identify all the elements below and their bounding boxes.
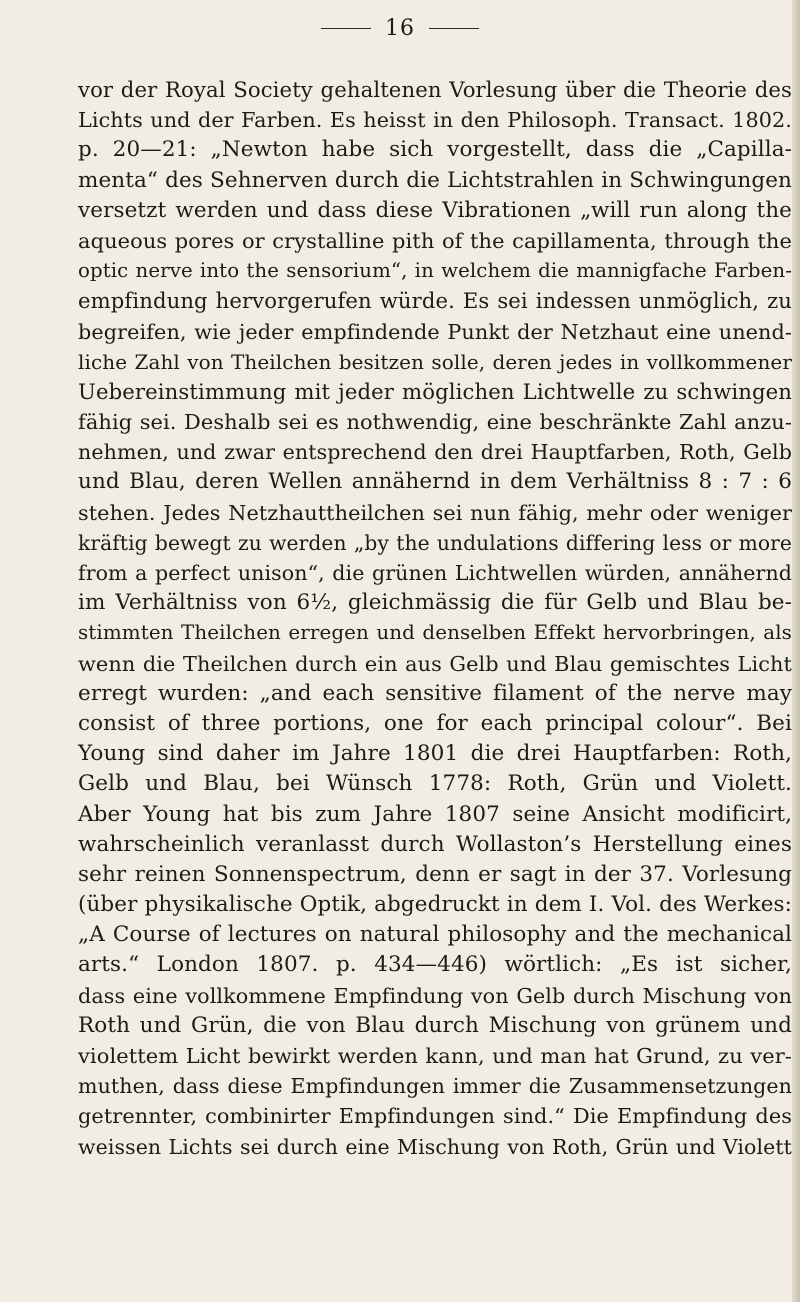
text-line: „A Course of lectures on natural philosophy and the mechanical xyxy=(78,922,792,948)
text-line: p. 20—21: „Newton habe sich vorgestellt, dass die „Capilla- xyxy=(78,137,792,163)
text-line: sehr reinen Sonnenspectrum, denn er sagt in der 37. Vorlesung xyxy=(78,861,792,887)
text-line: menta“ des Sehnerven durch die Lichtstrahlen in Schwingungen xyxy=(78,167,792,193)
text-line: violettem Licht bewirkt werden kann, und man hat Grund, zu ver- xyxy=(78,1044,792,1068)
text-line: wahrscheinlich veranlasst durch Wollaston’s Herstellung eines xyxy=(78,831,792,857)
text-line: Uebereinstimmung mit jeder möglichen Lichtwelle zu schwingen xyxy=(78,378,792,404)
header-rule-left xyxy=(321,28,371,29)
text-line: (über physikalische Optik, abgedruckt in dem I. Vol. des Werkes: xyxy=(78,892,792,918)
text-line: getrennter, combinirter Empfindungen sind.“ Die Empfindung des xyxy=(78,1104,792,1129)
text-line: stehen. Jedes Netzhauttheilchen sei nun fähig, mehr oder weniger xyxy=(78,500,792,525)
text-line: empfindung hervorgerufen würde. Es sei indessen unmöglich, zu xyxy=(78,288,792,314)
text-line: begreifen, wie jeder empfindende Punkt der Netzhaut eine unend- xyxy=(78,319,792,344)
text-line: consist of three portions, one for each principal colour“. Bei xyxy=(78,710,792,736)
text-line: arts.“ London 1807. p. 434—446) wörtlich: „Es ist sicher, xyxy=(78,952,792,978)
text-line: Lichts und der Farben. Es heisst in den Philosoph. Transact. 1802. xyxy=(78,108,792,133)
text-line: Aber Young hat bis zum Jahre 1807 seine Ansicht modificirt, xyxy=(78,801,792,827)
text-line: weissen Lichts sei durch eine Mischung von Roth, Grün und Violett xyxy=(78,1134,792,1159)
text-line: nehmen, und zwar entsprechend den drei Hauptfarben, Roth, Gelb xyxy=(78,440,792,465)
text-line: Gelb und Blau, bei Wünsch 1778: Roth, Grün und Violett. xyxy=(78,771,792,797)
body-text xyxy=(78,75,792,1162)
text-line: wenn die Theilchen durch ein aus Gelb und Blau gemischtes Licht xyxy=(78,651,792,676)
page-header xyxy=(0,8,800,48)
text-line: und Blau, deren Wellen annähernd in dem Verhältniss 8 : 7 : 6 xyxy=(78,469,792,495)
text-line: liche Zahl von Theilchen besitzen solle, deren jedes in vollkommener xyxy=(78,349,792,374)
text-line: optic nerve into the sensorium“, in welchem die mannigfache Farben- xyxy=(78,259,792,283)
text-line: versetzt werden und dass diese Vibrationen „will run along the xyxy=(78,197,792,223)
text-line: stimmten Theilchen erregen und denselben Effekt hervorbringen, als xyxy=(78,621,792,645)
text-line: from a perfect unison“, die grünen Lichtwellen würden, annähernd xyxy=(78,561,792,585)
text-line: fähig sei. Deshalb sei es nothwendig, eine beschränkte Zahl anzu- xyxy=(78,410,792,435)
text-line: Young sind daher im Jahre 1801 die drei Hauptfarben: Roth, xyxy=(78,741,792,767)
text-line: im Verhältniss von 6½, gleichmässig die für Gelb und Blau be- xyxy=(78,590,792,616)
text-line: vor der Royal Society gehaltenen Vorlesung über die Theorie des xyxy=(78,77,792,102)
text-line: Roth und Grün, die von Blau durch Mischung von grünem und xyxy=(78,1012,792,1038)
text-line: muthen, dass diese Empfindungen immer die Zusammensetzungen xyxy=(78,1074,792,1099)
text-line: erregt wurden: „and each sensitive filament of the nerve may xyxy=(78,680,792,706)
header-rule-right xyxy=(429,28,479,29)
page-number: 16 xyxy=(385,15,415,41)
text-line: dass eine vollkommene Empfindung von Gelb durch Mischung von xyxy=(78,983,792,1008)
page-edge-shadow xyxy=(792,0,800,1302)
text-line: aqueous pores or crystalline pith of the capillamenta, through the xyxy=(78,228,792,253)
text-line: kräftig bewegt zu werden „by the undulations differing less or more xyxy=(78,530,792,555)
